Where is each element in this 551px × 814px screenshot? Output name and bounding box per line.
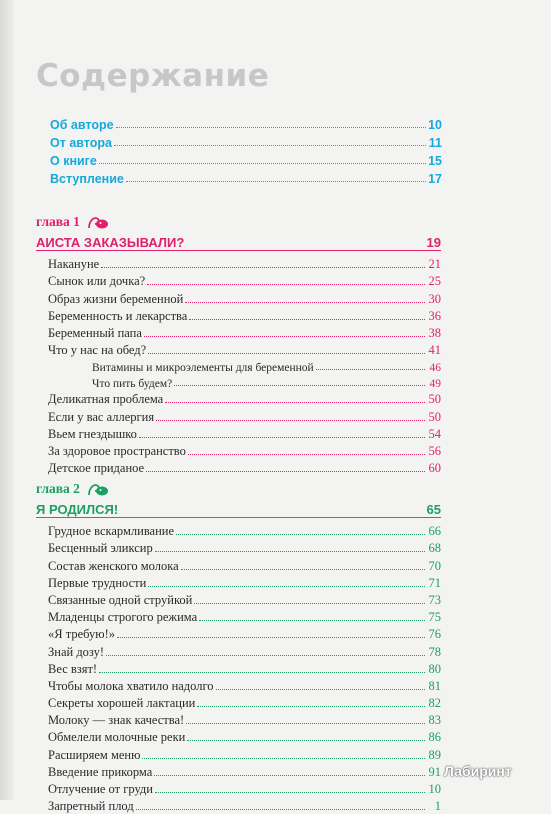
dot-leader bbox=[174, 385, 425, 386]
toc-entry[interactable] bbox=[48, 341, 441, 358]
toc-entry-page: 10 bbox=[428, 782, 441, 796]
dot-leader bbox=[148, 353, 425, 354]
toc-entry-page: 15 bbox=[428, 154, 442, 168]
toc-entry[interactable] bbox=[48, 307, 441, 324]
toc-entry-label: Детское приданое bbox=[48, 461, 145, 476]
toc-entry[interactable] bbox=[48, 711, 441, 728]
toc-entry-label: Обмелели молочные реки bbox=[48, 730, 186, 745]
toc-entry[interactable] bbox=[50, 114, 442, 132]
toc-entry-page: 30 bbox=[428, 291, 441, 306]
toc-entry-label: Знай дозу! bbox=[48, 644, 105, 659]
toc-subentry[interactable] bbox=[92, 358, 441, 374]
toc-entry-page: 76 bbox=[428, 627, 441, 642]
dot-leader bbox=[116, 127, 426, 128]
toc-entry-label: Связанные одной струйкой bbox=[48, 592, 193, 607]
dot-leader bbox=[144, 336, 425, 337]
chapter-label bbox=[36, 480, 441, 498]
toc-entry[interactable] bbox=[48, 522, 441, 539]
chapter-title: АИСТА ЗАКАЗЫВАЛИ? bbox=[36, 235, 185, 250]
toc-entry[interactable] bbox=[50, 132, 442, 150]
toc-entry-page: 81 bbox=[428, 678, 441, 693]
toc-entry-page: 82 bbox=[428, 696, 441, 711]
toc-entry-page: 11 bbox=[428, 136, 442, 150]
dot-leader bbox=[136, 809, 425, 810]
chapter-title: Я РОДИЛСЯ! bbox=[36, 502, 119, 517]
dot-leader bbox=[189, 319, 425, 320]
toc-entry-page: 91 bbox=[428, 764, 441, 779]
toc-entry[interactable] bbox=[48, 745, 441, 762]
toc-entry-page: 56 bbox=[428, 443, 441, 458]
toc-entry[interactable] bbox=[48, 459, 441, 476]
chapter-1-section bbox=[36, 213, 441, 476]
toc-entry[interactable] bbox=[48, 556, 441, 573]
chapter-page: 65 bbox=[426, 502, 441, 517]
dot-leader bbox=[194, 603, 425, 604]
toc-entry-page: 73 bbox=[428, 592, 441, 607]
toc-entry[interactable] bbox=[48, 625, 441, 642]
toc-entry-label: Отлучение от груди bbox=[48, 782, 153, 796]
toc-entry[interactable] bbox=[48, 694, 441, 711]
toc-entry-label: «Я требую!» bbox=[48, 627, 116, 642]
toc-entry-label: Чтобы молока хватило надолго bbox=[48, 678, 214, 693]
toc-entry-label: Беременный папа bbox=[48, 325, 142, 340]
toc-entry-label: Расширяем меню bbox=[48, 747, 141, 762]
toc-entry-page: 1 bbox=[434, 799, 441, 814]
toc-entry-page: 17 bbox=[428, 172, 442, 186]
toc-entry-page: 54 bbox=[428, 426, 441, 441]
toc-entry[interactable] bbox=[48, 324, 441, 341]
toc-entry[interactable] bbox=[48, 442, 441, 459]
dot-leader bbox=[126, 181, 426, 182]
toc-entry-label: За здоровое пространство bbox=[48, 443, 186, 458]
dot-leader bbox=[147, 284, 425, 285]
chapter-title-row[interactable] bbox=[36, 231, 441, 251]
toc-entry-page: 83 bbox=[428, 713, 441, 728]
toc-entry-page: 25 bbox=[428, 274, 441, 289]
dot-leader bbox=[216, 689, 425, 690]
dot-leader bbox=[148, 586, 425, 587]
toc-entry-page: 86 bbox=[428, 730, 441, 745]
toc-entry-page: 50 bbox=[428, 392, 441, 407]
dot-leader bbox=[197, 706, 425, 707]
dot-leader bbox=[199, 620, 425, 621]
toc-entry-page: 89 bbox=[428, 747, 441, 762]
dot-leader bbox=[188, 454, 425, 455]
toc-entry[interactable] bbox=[50, 168, 442, 186]
toc-entry-label: Об авторе bbox=[50, 118, 114, 132]
dot-leader bbox=[142, 758, 425, 759]
dot-leader bbox=[99, 672, 425, 673]
toc-entry-label: Сынок или дочка? bbox=[48, 274, 146, 289]
toc-entry-page: 50 bbox=[428, 409, 441, 424]
stork-icon bbox=[86, 214, 110, 230]
dot-leader bbox=[117, 637, 425, 638]
chapter-number: глава 2 bbox=[36, 481, 80, 496]
toc-entry[interactable] bbox=[48, 539, 441, 556]
toc-entry-label: Вступление bbox=[50, 172, 124, 186]
toc-entry[interactable] bbox=[48, 425, 441, 442]
dot-leader bbox=[155, 792, 425, 793]
toc-entry-page: 21 bbox=[428, 257, 441, 272]
toc-entry-label: От автора bbox=[50, 136, 112, 150]
toc-entry-page: 49 bbox=[429, 378, 441, 391]
front-matter-list bbox=[50, 114, 442, 186]
toc-entry-page: 10 bbox=[428, 118, 442, 132]
toc-entry-label: Витамины и микроэлементы для беременной bbox=[92, 362, 314, 375]
dot-leader bbox=[154, 775, 425, 776]
toc-entry[interactable] bbox=[48, 591, 441, 608]
toc-entry-label: Что у нас на обед? bbox=[48, 343, 147, 358]
dot-leader bbox=[186, 723, 425, 724]
toc-entry-label: О книге bbox=[50, 154, 97, 168]
stork-icon bbox=[86, 481, 110, 497]
toc-entry[interactable] bbox=[48, 390, 441, 407]
toc-entry-label: Введение прикорма bbox=[48, 764, 153, 779]
page-title: Содержание bbox=[36, 58, 270, 94]
toc-entry-page: 68 bbox=[428, 541, 441, 556]
toc-entry-label: Грудное вскармливание bbox=[48, 524, 175, 539]
toc-entry-page: 46 bbox=[429, 362, 441, 375]
toc-entry-page: 36 bbox=[428, 308, 441, 323]
toc-entry-label: Состав женского молока bbox=[48, 558, 179, 573]
toc-subentry[interactable] bbox=[92, 374, 441, 390]
toc-entry-page: 80 bbox=[428, 661, 441, 676]
toc-entry-label: Первые трудности bbox=[48, 575, 147, 590]
dot-leader bbox=[139, 437, 425, 438]
toc-entry-label: Накануне bbox=[48, 257, 100, 272]
toc-entry-label: Бесценный эликсир bbox=[48, 541, 153, 556]
toc-entry-page: 66 bbox=[428, 524, 441, 539]
dot-leader bbox=[114, 145, 426, 146]
dot-leader bbox=[146, 471, 425, 472]
dot-leader bbox=[187, 740, 425, 741]
toc-entry-label: Если у вас аллергия bbox=[48, 409, 155, 424]
toc-entry[interactable] bbox=[48, 728, 441, 745]
toc-entry[interactable] bbox=[48, 608, 441, 625]
toc-entry-page: 38 bbox=[428, 325, 441, 340]
dot-leader bbox=[176, 534, 425, 535]
toc-entry-label: Запретный плод bbox=[48, 799, 134, 814]
dot-leader bbox=[316, 369, 425, 370]
dot-leader bbox=[155, 551, 425, 552]
toc-entry[interactable] bbox=[48, 780, 441, 797]
toc-entry-page: 75 bbox=[428, 610, 441, 625]
toc-entry-label: Образ жизни беременной bbox=[48, 291, 184, 306]
chapter-2-section bbox=[36, 480, 441, 814]
toc-entry[interactable] bbox=[48, 272, 441, 289]
chapter-title-row[interactable] bbox=[36, 498, 441, 518]
toc-entry-page: 60 bbox=[428, 461, 441, 476]
chapter-items bbox=[48, 522, 441, 814]
toc-entry[interactable] bbox=[48, 763, 441, 780]
toc-entry[interactable] bbox=[48, 407, 441, 424]
chapter-page: 19 bbox=[426, 235, 441, 250]
toc-entry-label: Деликатная проблема bbox=[48, 392, 164, 407]
dot-leader bbox=[106, 655, 425, 656]
chapter-items bbox=[48, 255, 441, 476]
toc-entry-label: Вьем гнездышко bbox=[48, 426, 137, 441]
dot-leader bbox=[99, 163, 426, 164]
dot-leader bbox=[156, 420, 425, 421]
toc-entry[interactable] bbox=[48, 574, 441, 591]
dot-leader bbox=[185, 302, 425, 303]
toc-entry[interactable] bbox=[48, 642, 441, 659]
toc-entry[interactable] bbox=[48, 289, 441, 306]
toc-entry-label: Вес взят! bbox=[48, 661, 98, 676]
toc-entry-page: 71 bbox=[428, 575, 441, 590]
dot-leader bbox=[165, 402, 425, 403]
toc-entry-label: Молоку — знак качества! bbox=[48, 713, 185, 728]
toc-entry[interactable] bbox=[48, 660, 441, 677]
chapter-label bbox=[36, 213, 441, 231]
toc-entry-label: Что пить будем? bbox=[92, 378, 173, 391]
dot-leader bbox=[101, 267, 425, 268]
toc-entry[interactable] bbox=[50, 150, 442, 168]
toc-entry-page: 41 bbox=[428, 343, 441, 358]
toc-entry[interactable] bbox=[48, 255, 441, 272]
watermark: Лабиринт bbox=[444, 763, 512, 779]
page-edge bbox=[0, 0, 14, 800]
toc-entry-page: 70 bbox=[428, 558, 441, 573]
chapter-number: глава 1 bbox=[36, 214, 80, 229]
toc-entry-label: Младенцы строгого режима bbox=[48, 610, 198, 625]
toc-entry-page: 78 bbox=[428, 644, 441, 659]
toc-entry-label: Беременность и лекарства bbox=[48, 308, 188, 323]
toc-entry-label: Секреты хорошей лактации bbox=[48, 696, 196, 711]
dot-leader bbox=[181, 569, 425, 570]
toc-entry[interactable] bbox=[48, 677, 441, 694]
